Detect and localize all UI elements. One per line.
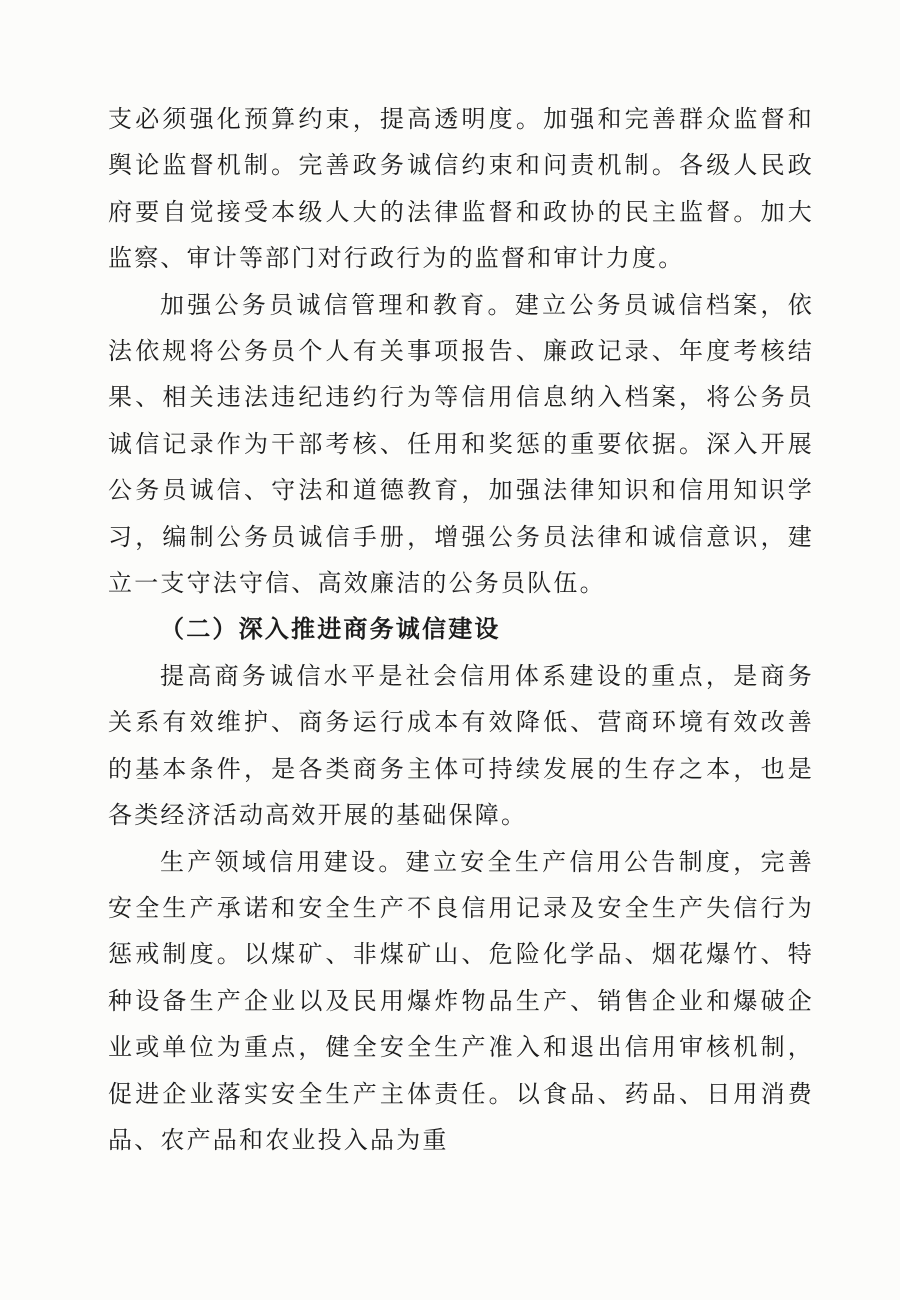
section-heading: （二）深入推进商务诚信建设 [160, 614, 501, 644]
paragraph-production-credit: 生产领域信用建设。建立安全生产信用公告制度，完善安全生产承诺和安全生产不良信用记录及安全生产失信行为惩戒制度。以煤矿、非煤矿山、危险化学品、烟花爆竹、特种设备生产企业以及民用爆炸物品生产、销售企业和爆破企业或单位为重点，健全安全生产准入和退出信用审核机制，促进企业落实安全生产主体责任。以食品、药品、日用消费品、农产品和农业投入品为重 [108, 847, 814, 1154]
paragraph-business-integrity: 提高商务诚信水平是社会信用体系建设的重点，是商务关系有效维护、商务运行成本有效降低、营商环境有效改善的基本条件，是各类商务主体可持续发展的生存之本，也是各类经济活动高效开展的基础保障。 [108, 661, 814, 830]
paragraph-civil-servant-integrity: 加强公务员诚信管理和教育。建立公务员诚信档案，依法依规将公务员个人有关事项报告、廉政记录、年度考核结果、相关违法违纪违约行为等信用信息纳入档案，将公务员诚信记录作为干部考核、任用和奖惩的重要依据。深入开展公务员诚信、守法和道德教育，加强法律知识和信用知识学习，编制公务员诚信手册，增强公务员法律和诚信意识，建立一支守法守信、高效廉洁的公务员队伍。 [108, 290, 814, 598]
paragraph-continuation: 支必须强化预算约束，提高透明度。加强和完善群众监督和舆论监督机制。完善政务诚信约束和问责机制。各级人民政府要自觉接受本级人大的法律监督和政协的民主监督。加大监察、审计等部门对行政行为的监督和审计力度。 [108, 105, 814, 273]
